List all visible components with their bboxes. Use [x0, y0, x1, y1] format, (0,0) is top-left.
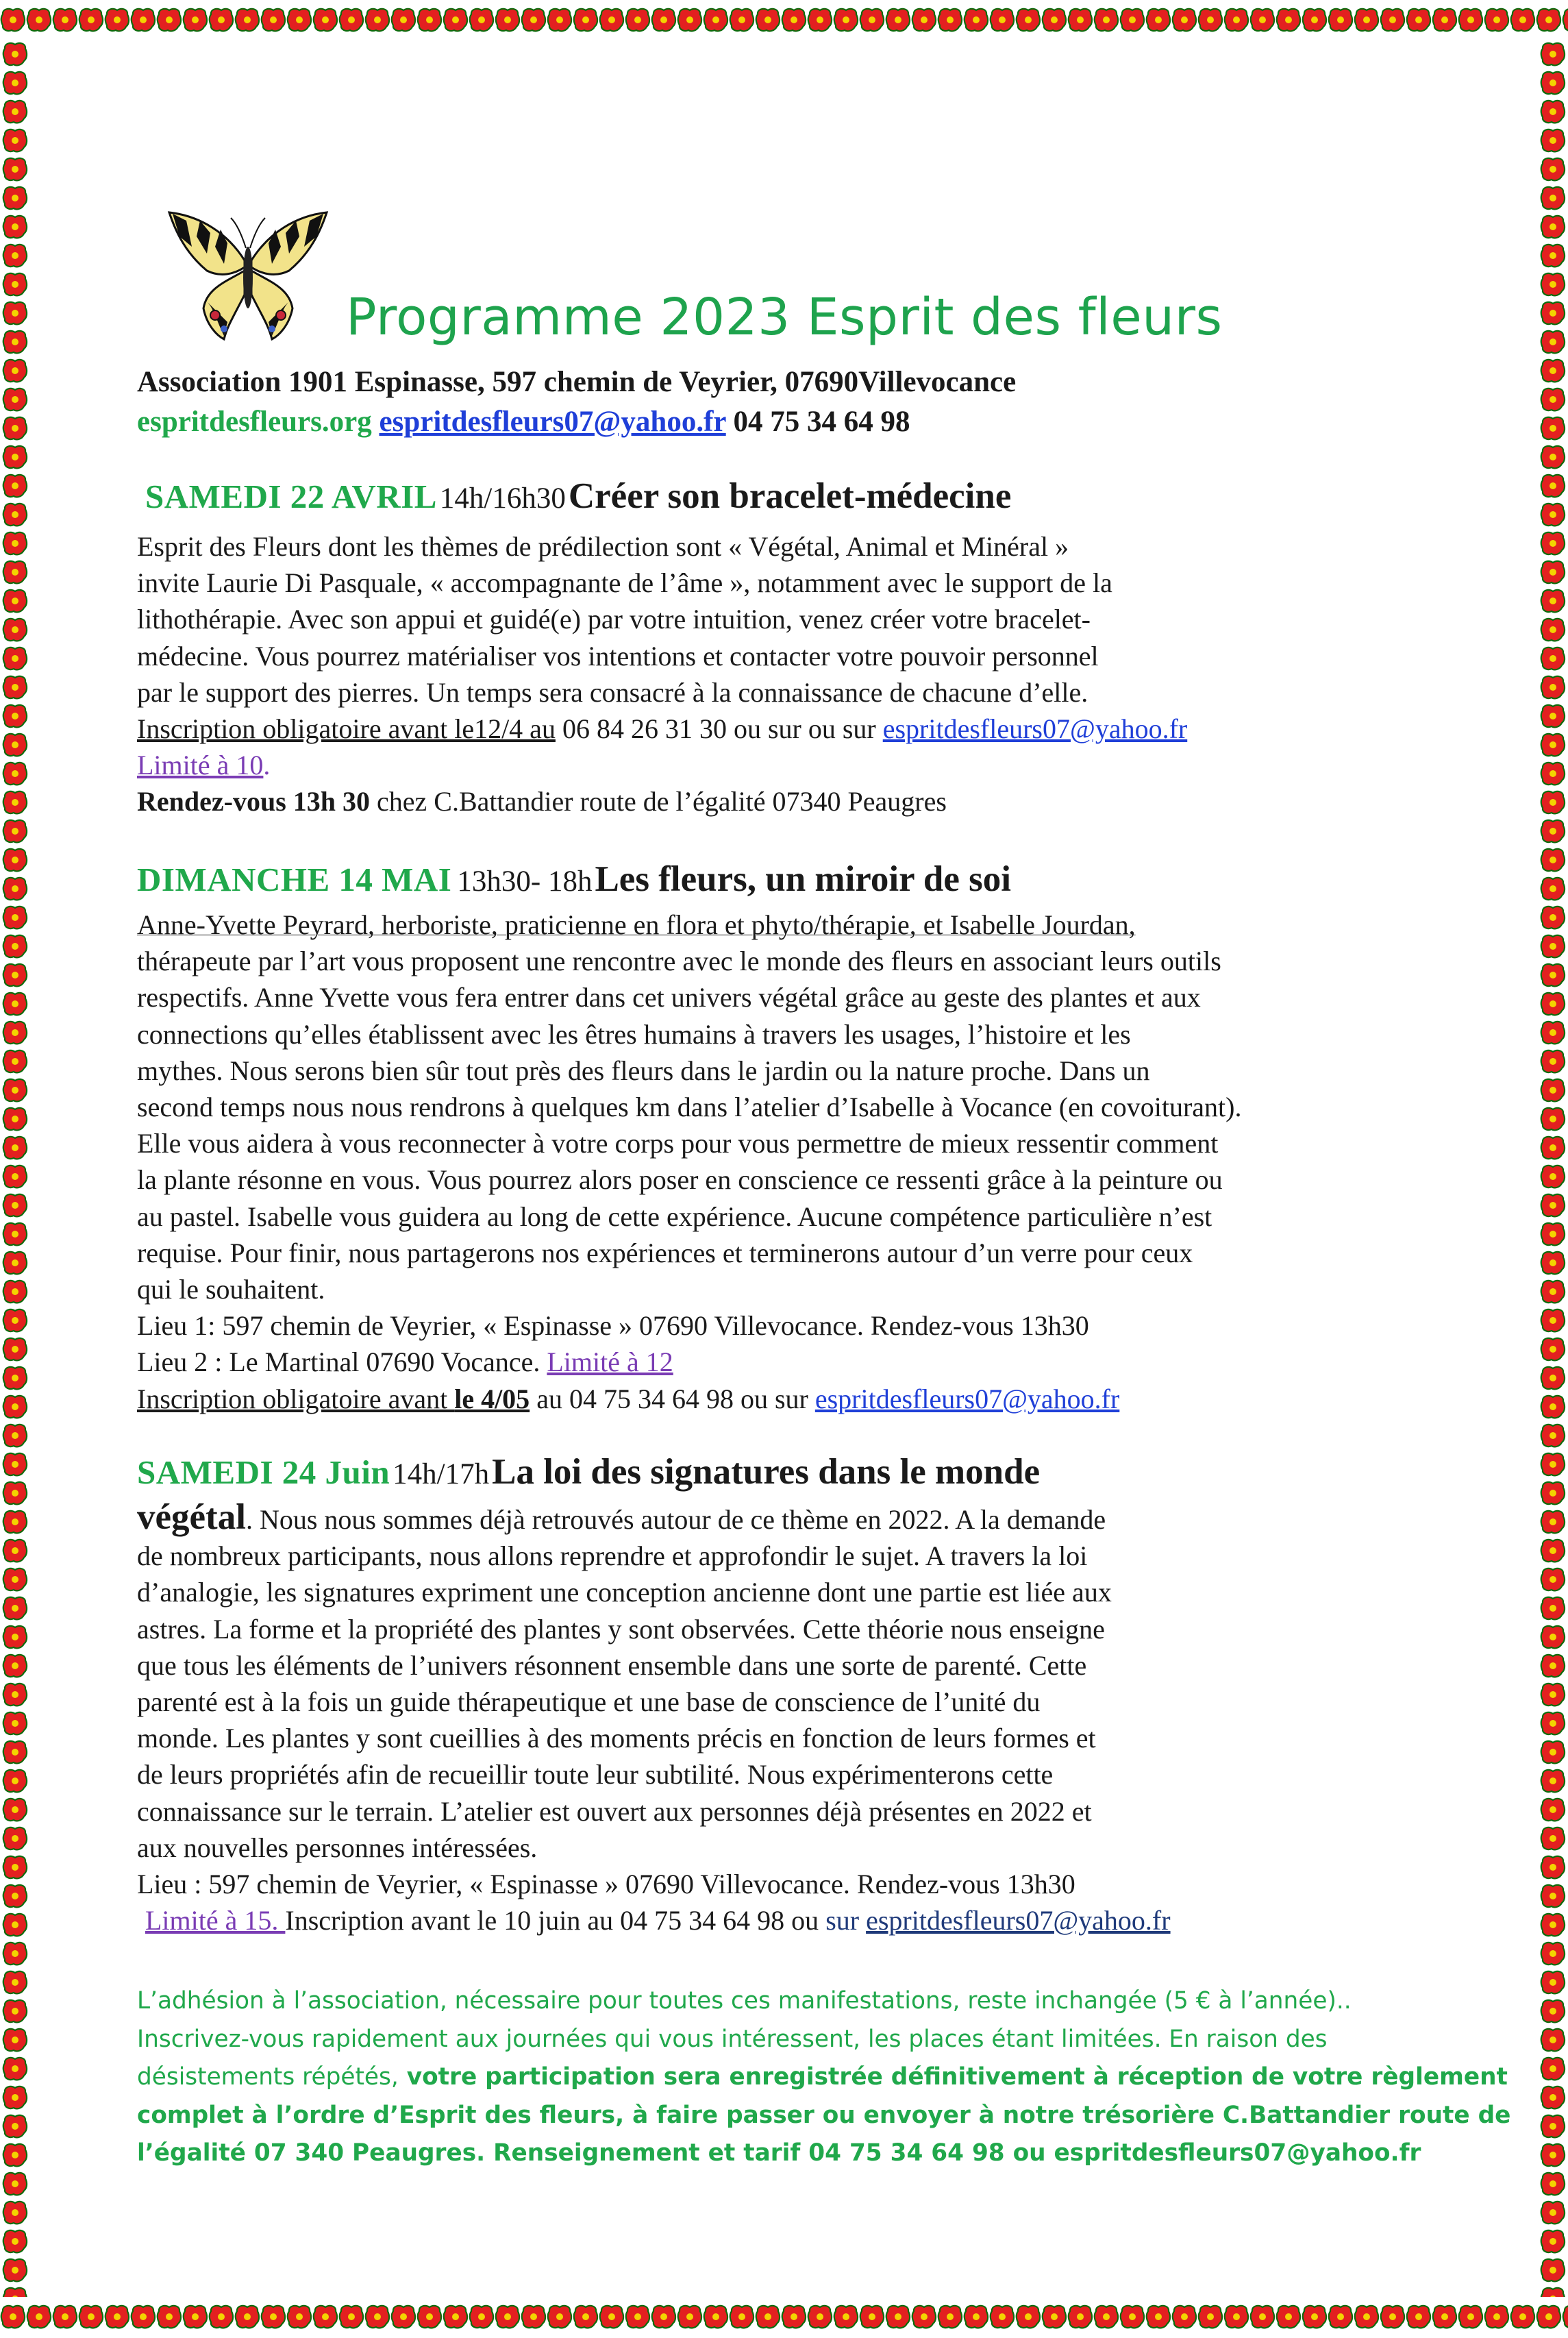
footer-line: l’égalité 07 340 Peaugres. Renseignement et tarif 04 75 34 64 98 ou espritdesfleurs07@yahoo.fr	[137, 2139, 1421, 2167]
event2-date: DIMANCHE 14 MAI	[137, 861, 452, 898]
event2-line: Elle vous aidera à vous reconnecter à votre corps pour vous permettre de mieux ressentir comment	[137, 1128, 1219, 1159]
footer-line: L’adhésion à l’association, nécessaire pour toutes ces manifestations, reste inchangée (5 € à l’année)..	[137, 1987, 1352, 2015]
event3-line: connaissance sur le terrain. L’atelier est ouvert aux personnes déjà présentes en 2022 et	[137, 1795, 1092, 1827]
event3-line: aux nouvelles personnes intéressées.	[137, 1832, 538, 1863]
website-text: espritdesfleurs.org	[137, 406, 372, 438]
event1-heading	[145, 476, 1011, 517]
event1-email-link[interactable]: espritdesfleurs07@yahoo.fr	[882, 713, 1188, 745]
footer-line3-normal: désistements répétés,	[137, 2063, 399, 2091]
page-title: Programme 2023 Esprit des fleurs	[346, 288, 1223, 347]
event2-line: la plante résonne en vous. Vous pourrez alors poser en conscience ce ressenti grâce à la peinture ou	[137, 1164, 1223, 1196]
footer-line: Inscrivez-vous rapidement aux journées qui vous intéressent, les places étant limitées. En raison des	[137, 2025, 1328, 2053]
contact-line	[137, 403, 910, 441]
event3-first-line	[137, 1499, 1534, 1538]
event1-limit-end: .	[263, 750, 271, 781]
event1-inscription-label: Inscription obligatoire avant le12/4 au	[137, 713, 556, 745]
event3-line: monde. Les plantes y sont cueillies à des moments précis en fonction de leurs formes et	[137, 1723, 1096, 1754]
event3-description	[137, 1499, 1534, 1939]
event2-title: Les fleurs, un miroir de soi	[595, 859, 1012, 899]
event2-inscription	[137, 1381, 1534, 1417]
phone-text: 04 75 34 64 98	[733, 406, 910, 438]
event3-line: de nombreux participants, nous allons reprendre et approfondir le sujet. A travers la loi	[137, 1540, 1088, 1572]
butterfly-icon	[159, 206, 337, 343]
event3-heading	[137, 1451, 1040, 1492]
event3-inscription	[137, 1902, 1534, 1939]
event2-time: 13h30- 18h	[457, 865, 593, 898]
event3-line: astres. La forme et la propriété des plantes y sont observées. Cette théorie nous enseigne	[137, 1613, 1105, 1645]
event2-inscription-rest: au 04 75 34 64 98 ou sur	[530, 1383, 815, 1414]
event1-description	[137, 528, 1534, 820]
event3-sur: sur	[825, 1905, 860, 1936]
event3-line: de leurs propriétés afin de recueillir toute leur subtilité. Nous expérimenterons cette	[137, 1759, 1054, 1791]
membership-note	[137, 1982, 1534, 2173]
event3-date: SAMEDI 24 Juin	[137, 1453, 390, 1491]
event2-lieu2: Lieu 2 : Le Martinal 07690 Vocance.	[137, 1346, 547, 1378]
event3-title: La loi des signatures dans le monde	[492, 1452, 1041, 1492]
event1-line: Esprit des Fleurs dont les thèmes de prédilection sont « Végétal, Animal et Minéral »	[137, 531, 1069, 562]
event1-rdv	[137, 783, 1534, 820]
event2-line: Anne-Yvette Peyrard, herboriste, praticienne en flora et phyto/thérapie, et Isabelle Jourdan,	[137, 909, 1136, 940]
event2-line: second temps nous nous rendrons à quelques km dans l’atelier d’Isabelle à Vocance (en covoiturant).	[137, 1092, 1242, 1123]
event2-line: qui le souhaitent.	[137, 1274, 325, 1305]
event1-line: lithothérapie. Avec son appui et guidé(e) par votre intuition, venez créer votre bracelet-	[137, 604, 1091, 635]
event1-line: invite Laurie Di Pasquale, « accompagnante de l’âme », notamment avec le support de la	[137, 567, 1112, 599]
footer-line	[137, 2058, 1534, 2097]
event3-title-cont: végétal	[137, 1497, 246, 1537]
event1-inscription-rest: 06 84 26 31 30 ou sur ou sur	[555, 713, 883, 745]
event2-lieu2-line	[137, 1344, 1534, 1380]
event3-line: que tous les éléments de l’univers résonnent ensemble dans une sorte de parenté. Cette	[137, 1649, 1087, 1681]
event3-time: 14h/17h	[393, 1458, 490, 1490]
event2-inscription-label: Inscription obligatoire avant	[137, 1383, 455, 1414]
event2-line: respectifs. Anne Yvette vous fera entrer dans cet univers végétal grâce au geste des plantes et aux	[137, 982, 1201, 1013]
event2-line: au pastel. Isabelle vous guidera au long de cette expérience. Aucune compétence particulière n’est	[137, 1201, 1212, 1232]
footer-line: complet à l’ordre d’Esprit des fleurs, à faire passer ou envoyer à notre trésorière C.Battandier route de	[137, 2101, 1511, 2129]
event1-time: 14h/16h30	[439, 482, 566, 515]
event3-limit-link[interactable]: Limité à 15.	[145, 1905, 286, 1936]
event1-title: Créer son bracelet-médecine	[568, 476, 1012, 516]
event3-line1-rest: . Nous nous sommes déjà retrouvés autour de ce thème en 2022. A la demande	[245, 1504, 1106, 1535]
event1-date: SAMEDI 22 AVRIL	[145, 478, 437, 515]
flower-border-top	[0, 0, 1568, 40]
event2-email-link[interactable]: espritdesfleurs07@yahoo.fr	[814, 1383, 1120, 1414]
event2-inscription-date: le 4/05	[454, 1383, 530, 1414]
flower-border-left	[0, 40, 30, 2297]
event3-line: parenté est à la fois un guide thérapeutique et une base de conscience de l’unité du	[137, 1686, 1041, 1718]
event1-line: médecine. Vous pourrez matérialiser vos intentions et contacter votre pouvoir personnel	[137, 640, 1099, 672]
event2-lieu1: Lieu 1: 597 chemin de Veyrier, « Espinasse » 07690 Villevocance. Rendez-vous 13h30	[137, 1310, 1089, 1342]
event1-rdv-rest: chez C.Battandier route de l’égalité 07340 Peaugres	[370, 786, 947, 817]
event2-line: requise. Pour finir, nous partagerons nos expériences et terminerons autour d’un verre pour ceux	[137, 1237, 1193, 1268]
event3-inscription-rest: Inscription avant le 10 juin au 04 75 34 64 98 ou	[285, 1905, 826, 1936]
event3-email-link[interactable]: espritdesfleurs07@yahoo.fr	[866, 1905, 1171, 1936]
event1-line: par le support des pierres. Un temps sera consacré à la connaissance de chacune d’elle.	[137, 676, 1088, 708]
event2-line: thérapeute par l’art vous proposent une rencontre avec le monde des fleurs en associant leurs outils	[137, 946, 1221, 977]
event2-limit-link[interactable]: Limité à 12	[547, 1346, 673, 1378]
event2-line: mythes. Nous serons bien sûr tout près des fleurs dans le jardin ou la nature proche. Dans un	[137, 1055, 1150, 1086]
event3-lieu: Lieu : 597 chemin de Veyrier, « Espinasse » 07690 Villevocance. Rendez-vous 13h30	[137, 1869, 1075, 1900]
event1-rdv-bold: Rendez-vous 13h 30	[137, 786, 371, 817]
flower-border-right	[1538, 40, 1568, 2297]
footer-line3-bold: votre participation sera enregistrée définitivement à réception de votre règlement	[398, 2063, 1508, 2091]
event2-heading	[137, 859, 1011, 900]
event1-inscription	[137, 711, 1534, 747]
association-address: Association 1901 Espinasse, 597 chemin de Veyrier, 07690Villevocance	[137, 366, 1017, 398]
event3-line: d’analogie, les signatures expriment une conception ancienne dont une partie est liée aux	[137, 1577, 1112, 1608]
event1-limit-line	[137, 747, 1534, 783]
flower-border-bottom	[0, 2297, 1568, 2338]
event1-limit-link[interactable]: Limité à 10	[137, 750, 264, 781]
event2-line: connections qu’elles établissent avec les êtres humains à travers les usages, l’histoire et les	[137, 1018, 1131, 1050]
email-link[interactable]: espritdesfleurs07@yahoo.fr	[379, 406, 726, 438]
event2-description	[137, 907, 1534, 1417]
